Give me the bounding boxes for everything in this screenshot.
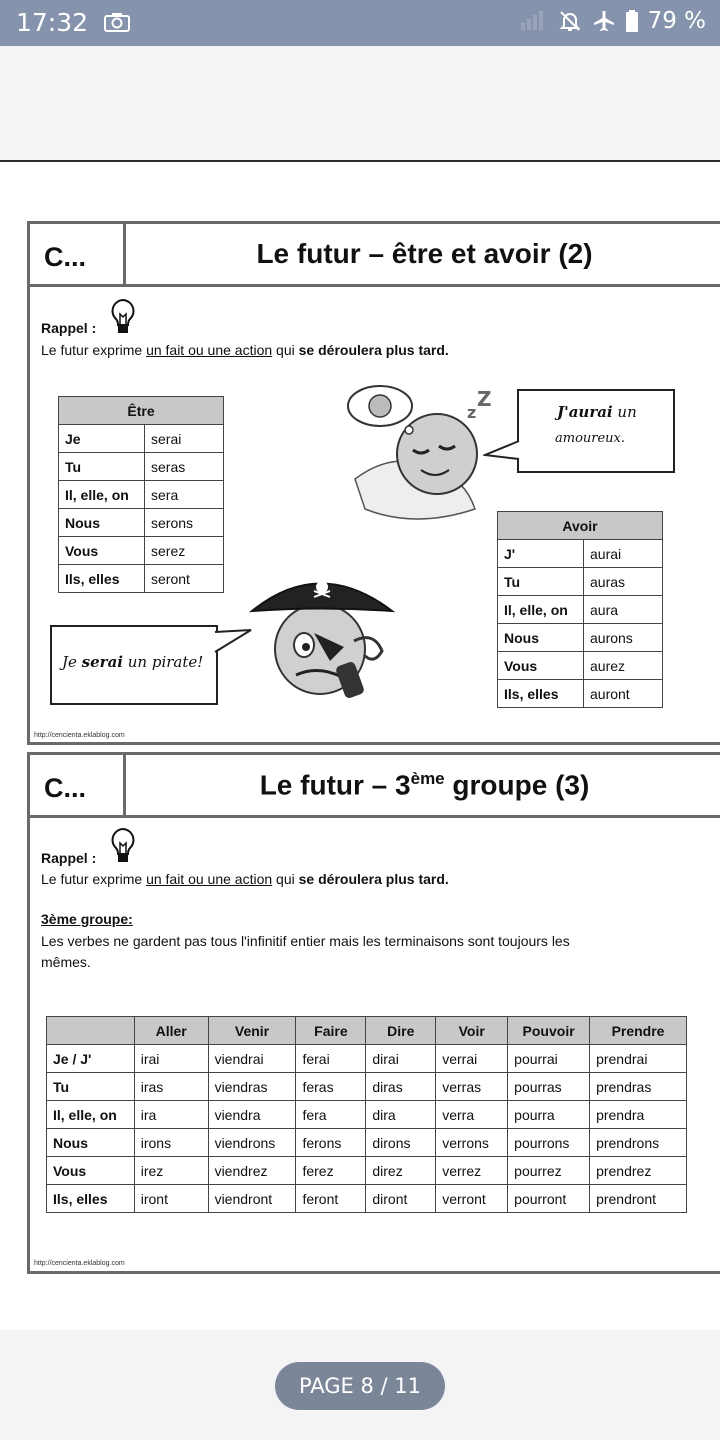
column-header: Voir — [436, 1017, 508, 1045]
sheet-header — [30, 224, 720, 287]
table-row — [47, 1045, 687, 1073]
sheet-futur-etre-avoir — [27, 221, 720, 745]
verb-form-cell: prendrai — [590, 1045, 687, 1073]
pronoun-cell: Tu — [498, 568, 584, 596]
verb-form-cell: viendrons — [208, 1129, 296, 1157]
pronoun-cell: Ils, elles — [59, 565, 145, 593]
verb-form-cell: viendront — [208, 1185, 296, 1213]
column-header — [47, 1017, 135, 1045]
table-row — [498, 652, 663, 680]
verb-form-cell: pourrai — [508, 1045, 590, 1073]
verb-form-cell: auras — [584, 568, 663, 596]
groupe-text-line-2: mêmes. — [41, 954, 91, 970]
groupe-heading: 3ème groupe: — [41, 911, 133, 927]
verb-form-cell: verrez — [436, 1157, 508, 1185]
svg-text:z: z — [467, 403, 477, 422]
verb-form-cell: iras — [134, 1073, 208, 1101]
sheet-title: Le futur – 3ème groupe (3) — [259, 769, 590, 801]
verb-form-cell: verra — [436, 1101, 508, 1129]
verb-form-cell: verras — [436, 1073, 508, 1101]
verb-form-cell: pourrons — [508, 1129, 590, 1157]
column-header: Prendre — [590, 1017, 687, 1045]
verb-form-cell: diras — [366, 1073, 436, 1101]
verb-form-cell: irez — [134, 1157, 208, 1185]
page-indicator[interactable]: PAGE 8 / 11 — [275, 1362, 445, 1410]
status-bar — [0, 0, 720, 46]
table-row — [59, 509, 224, 537]
table-row — [59, 481, 224, 509]
pronoun-cell: Vous — [498, 652, 584, 680]
table-row — [47, 1129, 687, 1157]
svg-text:Z: Z — [477, 387, 492, 411]
pronoun-cell: Tu — [47, 1073, 135, 1101]
verb-form-cell: ferez — [296, 1157, 366, 1185]
groupe-text-line-1: Les verbes ne gardent pas tous l'infinitif entier mais les terminaisons sont toujours les — [41, 933, 570, 949]
pronoun-cell: Il, elle, on — [59, 481, 145, 509]
table-row — [498, 568, 663, 596]
verb-form-cell: prendra — [590, 1101, 687, 1129]
avoir-table — [497, 511, 663, 708]
verb-form-cell: aurons — [584, 624, 663, 652]
speech-bubble-aurai: J'aurai un amoureux. — [517, 389, 675, 473]
bubble-tail — [483, 439, 521, 469]
speech-bubble-pirate: Je serai un pirate! — [50, 625, 218, 705]
column-header: Dire — [366, 1017, 436, 1045]
table-row — [47, 1157, 687, 1185]
verb-form-cell: viendra — [208, 1101, 296, 1129]
table-row — [498, 624, 663, 652]
table-row — [59, 537, 224, 565]
verb-form-cell: ferai — [296, 1045, 366, 1073]
lightbulb-icon — [110, 298, 136, 338]
verb-form-cell: prendrez — [590, 1157, 687, 1185]
verb-form-cell: verrai — [436, 1045, 508, 1073]
verb-form-cell: verrons — [436, 1129, 508, 1157]
verb-form-cell: ira — [134, 1101, 208, 1129]
signal-off-icon — [520, 11, 548, 31]
bubble-tail — [213, 626, 253, 658]
notifications-off-icon — [558, 9, 582, 33]
verb-form-cell: prendrons — [590, 1129, 687, 1157]
etre-table — [58, 396, 224, 593]
pronoun-cell: Il, elle, on — [47, 1101, 135, 1129]
table-row — [47, 1101, 687, 1129]
verb-form-cell: serez — [145, 537, 224, 565]
verb-form-cell: aurez — [584, 652, 663, 680]
pronoun-cell: Il, elle, on — [498, 596, 584, 624]
column-header: Pouvoir — [508, 1017, 590, 1045]
lightbulb-icon — [110, 827, 136, 867]
verb-form-cell: serai — [145, 425, 224, 453]
rappel-label: Rappel : — [41, 320, 97, 336]
table-row — [59, 425, 224, 453]
verb-form-cell: dirai — [366, 1045, 436, 1073]
verb-form-cell: irons — [134, 1129, 208, 1157]
verb-form-cell: auront — [584, 680, 663, 708]
source-credit: http://cencienta.eklablog.com — [34, 1260, 125, 1267]
sheet-title: Le futur – être et avoir (2) — [256, 238, 593, 269]
verb-form-cell: fera — [296, 1101, 366, 1129]
verb-form-cell: ferons — [296, 1129, 366, 1157]
pronoun-cell: Nous — [47, 1129, 135, 1157]
airplane-icon — [592, 9, 616, 33]
rappel-text: Le futur exprime un fait ou une action qui se déroulera plus tard. — [41, 342, 449, 358]
sheet-header — [30, 755, 720, 818]
verb-form-cell: dirons — [366, 1129, 436, 1157]
top-blank-area — [0, 46, 720, 160]
verb-form-cell: aurai — [584, 540, 663, 568]
verb-form-cell: sera — [145, 481, 224, 509]
pronoun-cell: Vous — [59, 537, 145, 565]
sheet-code: C... — [30, 224, 126, 284]
verb-form-cell: irai — [134, 1045, 208, 1073]
table-row — [498, 680, 663, 708]
verb-form-cell: viendrez — [208, 1157, 296, 1185]
conjugation-table-3eme-groupe — [46, 1016, 687, 1213]
verb-form-cell: pourra — [508, 1101, 590, 1129]
verb-form-cell: pourrez — [508, 1157, 590, 1185]
source-credit: http://cencienta.eklablog.com — [34, 732, 125, 739]
verb-form-cell: prendras — [590, 1073, 687, 1101]
verb-form-cell: pourras — [508, 1073, 590, 1101]
clock: 17:32 — [16, 8, 89, 37]
column-header: Faire — [296, 1017, 366, 1045]
pronoun-cell: Je / J' — [47, 1045, 135, 1073]
pronoun-cell: J' — [498, 540, 584, 568]
pronoun-cell: Vous — [47, 1157, 135, 1185]
rappel-text: Le futur exprime un fait ou une action qui se déroulera plus tard. — [41, 871, 449, 887]
pirate-smiley-illustration — [242, 569, 402, 709]
column-header: Aller — [134, 1017, 208, 1045]
column-header: Venir — [208, 1017, 296, 1045]
verb-form-cell: diront — [366, 1185, 436, 1213]
table-row — [59, 453, 224, 481]
verb-form-cell: prendront — [590, 1185, 687, 1213]
etre-header: Être — [59, 397, 224, 425]
table-row — [498, 596, 663, 624]
verb-form-cell: serons — [145, 509, 224, 537]
verb-form-cell: feras — [296, 1073, 366, 1101]
pronoun-cell: Nous — [59, 509, 145, 537]
pronoun-cell: Ils, elles — [47, 1185, 135, 1213]
battery-icon — [626, 10, 638, 32]
verb-form-cell: feront — [296, 1185, 366, 1213]
camera-icon — [104, 12, 130, 37]
table-row — [47, 1073, 687, 1101]
rappel-label: Rappel : — [41, 850, 97, 866]
verb-form-cell: verront — [436, 1185, 508, 1213]
verb-form-cell: aura — [584, 596, 663, 624]
verb-form-cell: viendrai — [208, 1045, 296, 1073]
verb-form-cell: seront — [145, 565, 224, 593]
pronoun-cell: Ils, elles — [498, 680, 584, 708]
pronoun-cell: Je — [59, 425, 145, 453]
verb-form-cell: seras — [145, 453, 224, 481]
table-row — [498, 540, 663, 568]
table-row — [47, 1185, 687, 1213]
verb-form-cell: pourront — [508, 1185, 590, 1213]
verb-form-cell: viendras — [208, 1073, 296, 1101]
avoir-header: Avoir — [498, 512, 663, 540]
pronoun-cell: Nous — [498, 624, 584, 652]
verb-form-cell: dira — [366, 1101, 436, 1129]
verb-form-cell: iront — [134, 1185, 208, 1213]
pronoun-cell: Tu — [59, 453, 145, 481]
sheet-code: C... — [30, 755, 126, 815]
battery-percent: 79 % — [647, 8, 706, 34]
sheet-futur-3eme-groupe — [27, 752, 720, 1274]
verb-form-cell: direz — [366, 1157, 436, 1185]
table-row — [59, 565, 224, 593]
